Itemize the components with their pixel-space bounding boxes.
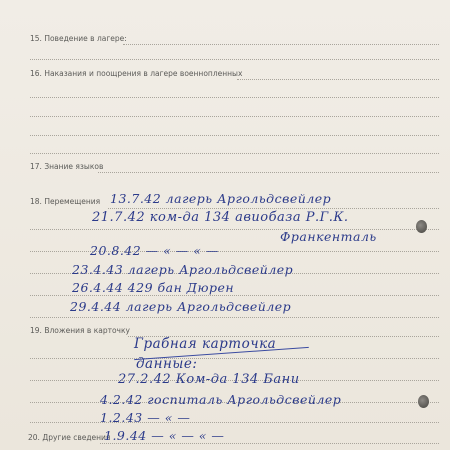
field-title: Наказания и поощрения в лагере военнопленных: [44, 69, 243, 78]
field-20-line: [100, 443, 439, 444]
ruled-line: [30, 135, 439, 136]
field-title: Перемещения: [44, 197, 101, 206]
ruled-line: [30, 295, 439, 296]
field-title: Знание языков: [44, 162, 104, 171]
handwritten-attachment-1: Грабная карточка: [134, 336, 277, 352]
binder-hole-bottom: [418, 395, 429, 408]
field-16-line: [237, 79, 439, 80]
field-number: 17.: [30, 162, 42, 171]
field-title: Вложения в карточку: [44, 326, 130, 335]
field-number: 15.: [30, 34, 42, 43]
handwritten-attachment-4: 4.2.42 госпиталь Аргольдсвейлер: [100, 392, 342, 407]
field-number: 20.: [28, 433, 40, 442]
field-title: Другие сведения: [42, 433, 111, 442]
ruled-line: [30, 422, 439, 423]
field-18-label: [30, 197, 100, 206]
field-17-line: [98, 172, 439, 173]
field-number: 19.: [30, 326, 42, 335]
handwritten-other-1: 1.9.44 — « — « —: [104, 428, 225, 443]
handwritten-movement-4: 20.8.42 — « — « —: [90, 243, 219, 258]
handwritten-attachment-3: 27.2.42 Ком-да 134 Бани: [118, 372, 300, 387]
handwritten-attachment-2: данные:: [136, 356, 198, 372]
handwritten-movement-2: 21.7.42 ком-да 134 авиобаза Р.Г.К.: [92, 210, 349, 225]
ruled-line: [30, 229, 439, 230]
handwritten-movement-5: 23.4.43 лагерь Аргольдсвейлер: [72, 262, 294, 277]
binder-hole-top: [416, 220, 427, 233]
handwritten-attachment-5: 1.2.43 — « —: [100, 410, 191, 425]
handwritten-movement-6: 26.4.44 429 бан Дюрен: [72, 280, 235, 295]
field-15-line: [123, 44, 439, 45]
ruled-line: [30, 358, 439, 359]
ruled-line: [30, 116, 439, 117]
ruled-line: [30, 59, 439, 60]
field-20-label: [28, 433, 110, 442]
field-19-label: [30, 326, 130, 335]
ruled-line: [30, 97, 439, 98]
ruled-line: [30, 153, 439, 154]
field-number: 16.: [30, 69, 42, 78]
field-15-label: [30, 34, 127, 43]
field-16-label: [30, 69, 242, 78]
field-number: 18.: [30, 197, 42, 206]
handwritten-movement-3: Франкенталь: [280, 229, 377, 244]
field-title: Поведение в лагере:: [44, 34, 127, 43]
handwritten-movement-1: 13.7.42 лагерь Аргольдсвейлер: [110, 191, 332, 206]
ruled-line: [30, 317, 439, 318]
handwritten-movement-7: 29.4.44 лагерь Аргольдсвейлер: [70, 299, 292, 314]
field-18-line: [108, 208, 439, 209]
field-17-label: [30, 162, 103, 171]
